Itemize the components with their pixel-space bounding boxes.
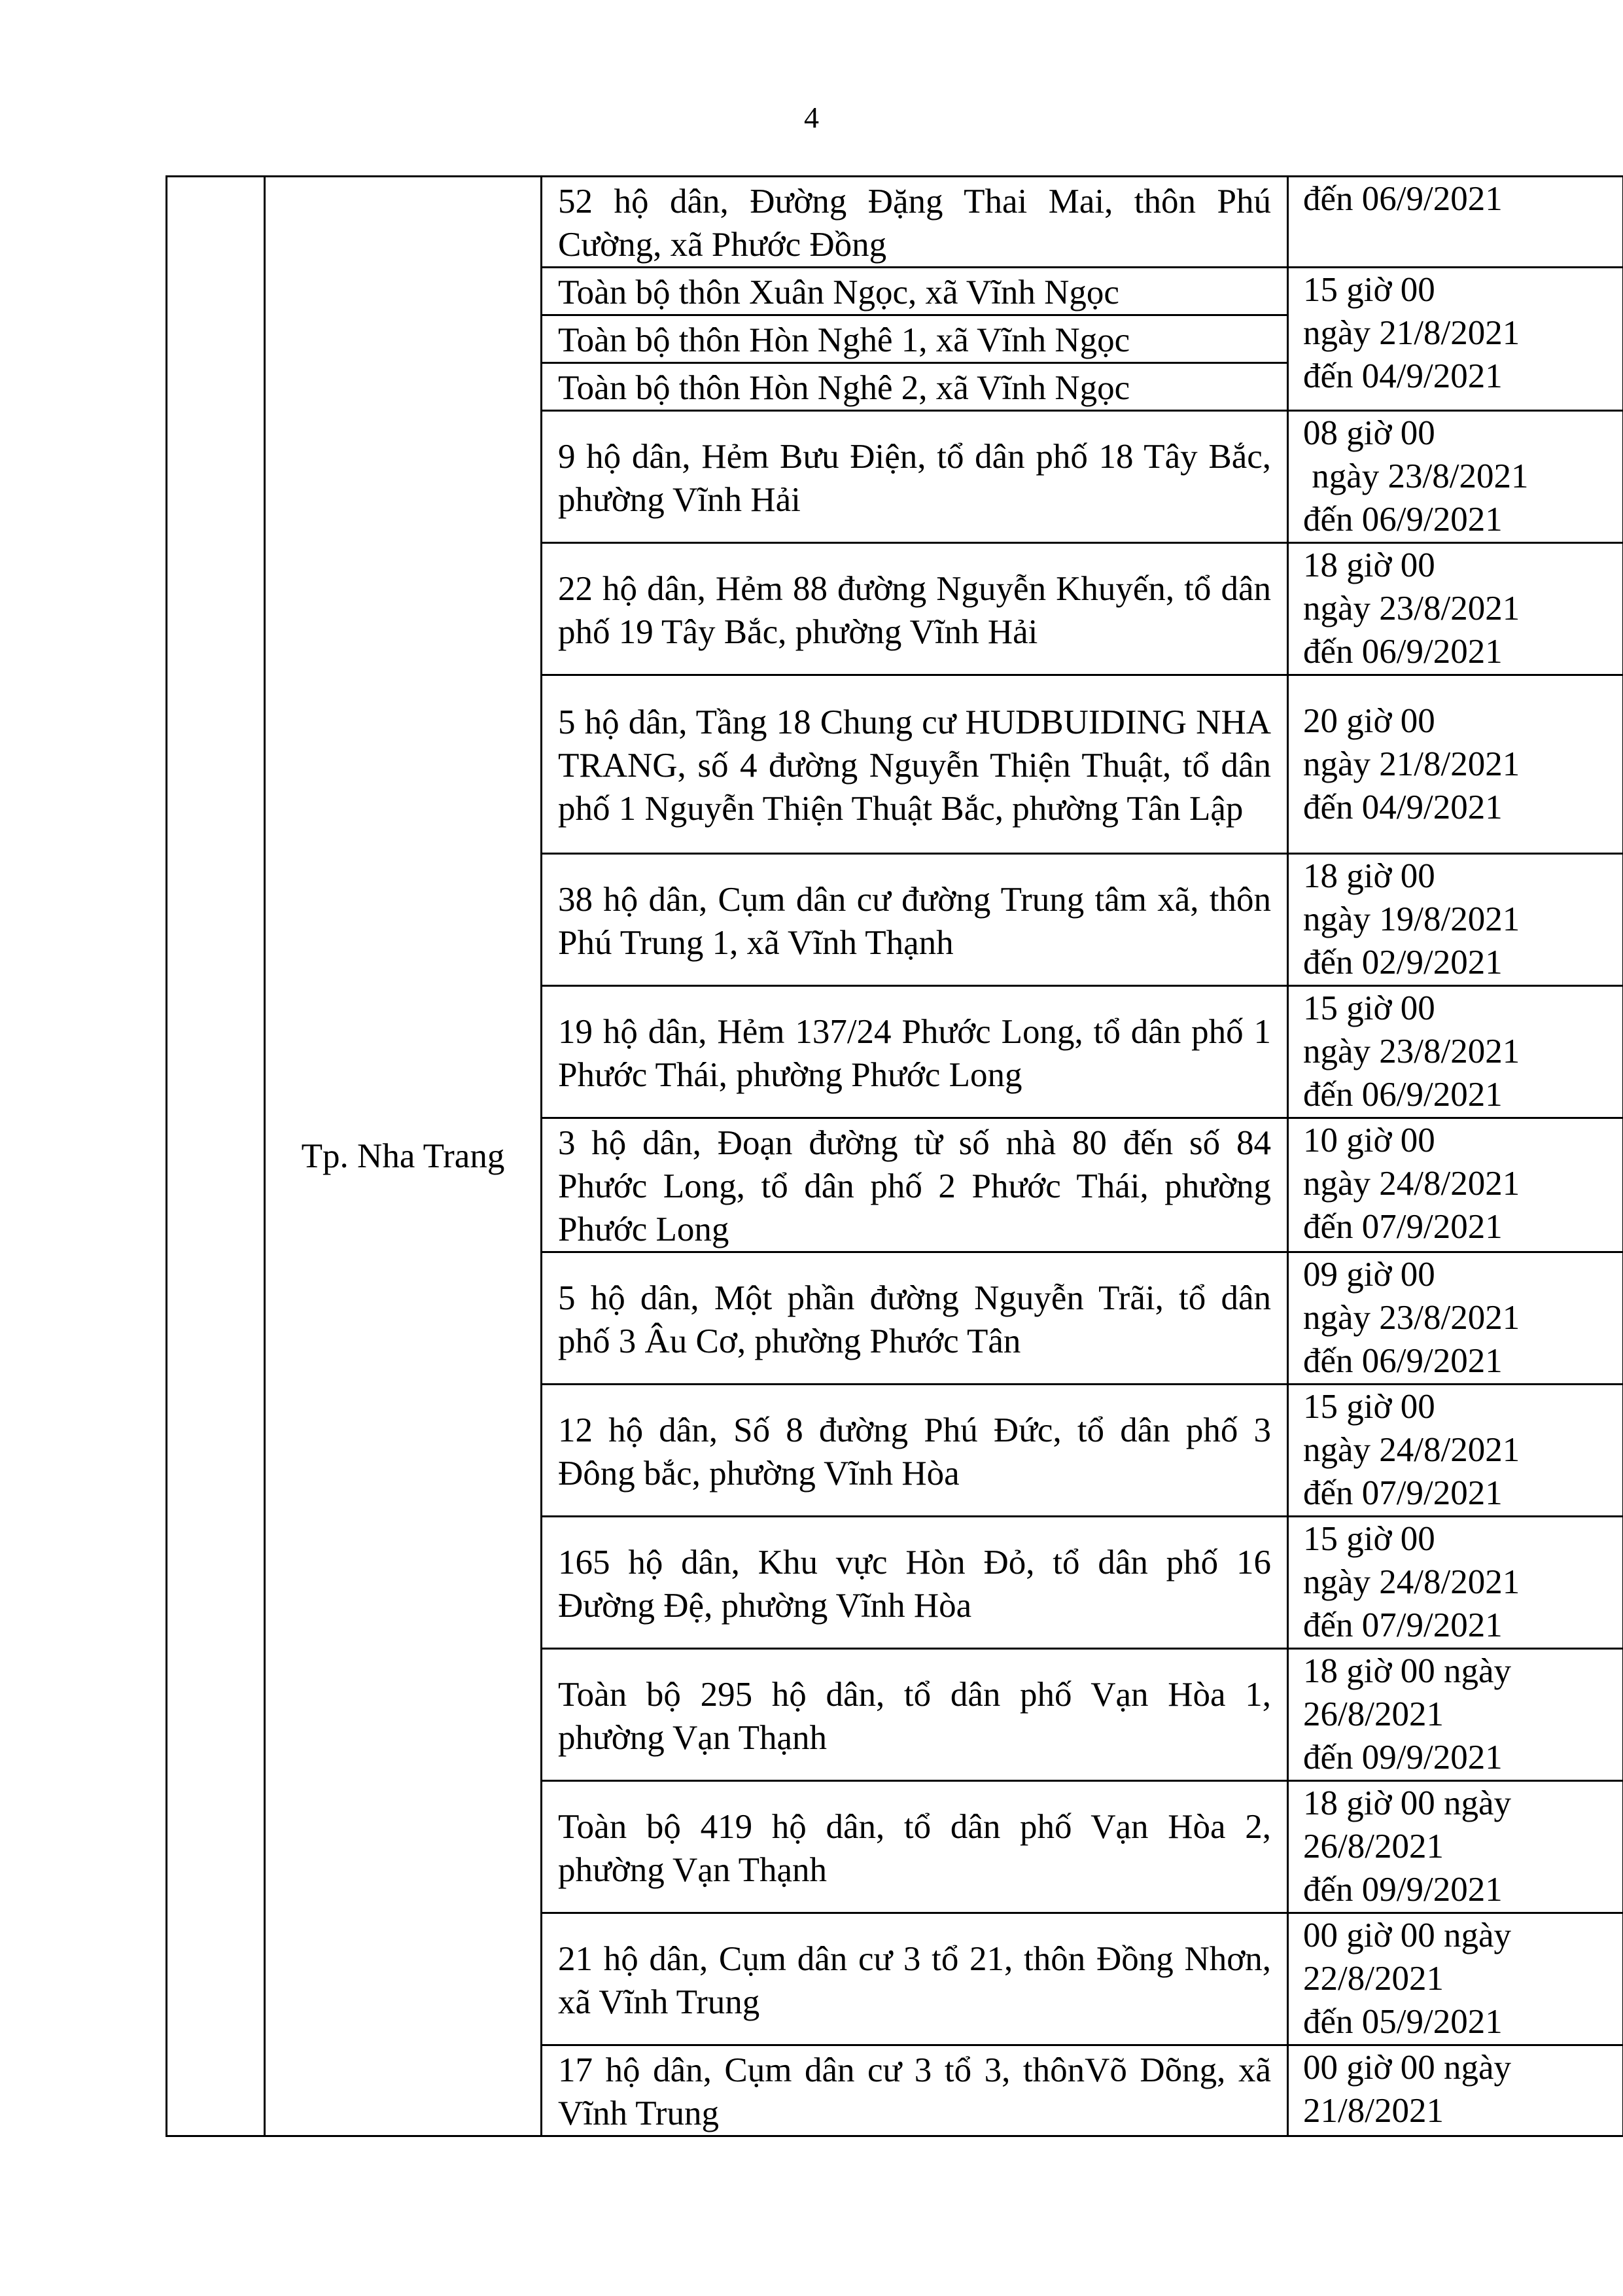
table-row (167, 177, 1623, 268)
place-cell: 22 hộ dân, Hẻm 88 đường Nguyễn Khuyến, tổ dân phố 19 Tây Bắc, phường Vĩnh Hải (542, 543, 1288, 675)
place-cell: Toàn bộ thôn Xuân Ngọc, xã Vĩnh Ngọc (542, 268, 1288, 315)
place-cell: 19 hộ dân, Hẻm 137/24 Phước Long, tổ dân phố 1 Phước Thái, phường Phước Long (542, 986, 1288, 1118)
time-cell: 00 giờ 00 ngày 22/8/2021 đến 05/9/2021 (1288, 1913, 1623, 2045)
time-cell: 18 giờ 00 ngày 26/8/2021 đến 09/9/2021 (1288, 1649, 1623, 1781)
place-cell: 21 hộ dân, Cụm dân cư 3 tổ 21, thôn Đồng Nhơn, xã Vĩnh Trung (542, 1913, 1288, 2045)
time-cell: 20 giờ 00 ngày 21/8/2021 đến 04/9/2021 (1288, 675, 1623, 854)
place-cell: 52 hộ dân, Đường Đặng Thai Mai, thôn Phú Cường, xã Phước Đồng (542, 177, 1288, 268)
place-cell: 17 hộ dân, Cụm dân cư 3 tổ 3, thônVõ Dõng, xã Vĩnh Trung (542, 2045, 1288, 2136)
lockdown-table (166, 175, 1623, 2137)
index-cell (167, 177, 265, 2136)
place-cell: 165 hộ dân, Khu vực Hòn Đỏ, tổ dân phố 16 Đường Đệ, phường Vĩnh Hòa (542, 1517, 1288, 1649)
time-cell: 09 giờ 00 ngày 23/8/2021 đến 06/9/2021 (1288, 1252, 1623, 1385)
place-cell: 12 hộ dân, Số 8 đường Phú Đức, tổ dân phố 3 Đông bắc, phường Vĩnh Hòa (542, 1385, 1288, 1517)
place-cell: 5 hộ dân, Tầng 18 Chung cư HUDBUIDING NHA TRANG, số 4 đường Nguyễn Thiện Thuật, tổ dân phố 1 Nguyễn Thiện Thuật Bắc, phường Tân Lập (542, 675, 1288, 854)
time-cell: 18 giờ 00 ngày 19/8/2021 đến 02/9/2021 (1288, 854, 1623, 986)
place-cell: 9 hộ dân, Hẻm Bưu Điện, tổ dân phố 18 Tây Bắc, phường Vĩnh Hải (542, 411, 1288, 543)
time-cell: 15 giờ 00 ngày 23/8/2021 đến 06/9/2021 (1288, 986, 1623, 1118)
time-cell: 15 giờ 00 ngày 24/8/2021 đến 07/9/2021 (1288, 1385, 1623, 1517)
place-cell: Toàn bộ thôn Hòn Nghê 2, xã Vĩnh Ngọc (542, 363, 1288, 411)
time-cell: 15 giờ 00 ngày 21/8/2021 đến 04/9/2021 (1288, 268, 1623, 411)
place-cell: 3 hộ dân, Đoạn đường từ số nhà 80 đến số 84 Phước Long, tổ dân phố 2 Phước Thái, phường Phước Long (542, 1118, 1288, 1252)
page-number: 4 (804, 101, 819, 134)
district-cell: Tp. Nha Trang (265, 177, 542, 2136)
place-cell: Toàn bộ thôn Hòn Nghê 1, xã Vĩnh Ngọc (542, 315, 1288, 363)
time-cell: 18 giờ 00 ngày 26/8/2021 đến 09/9/2021 (1288, 1781, 1623, 1913)
place-cell: 38 hộ dân, Cụm dân cư đường Trung tâm xã, thôn Phú Trung 1, xã Vĩnh Thạnh (542, 854, 1288, 986)
time-cell: 08 giờ 00 ngày 23/8/2021 đến 06/9/2021 (1288, 411, 1623, 543)
place-cell: Toàn bộ 295 hộ dân, tổ dân phố Vạn Hòa 1, phường Vạn Thạnh (542, 1649, 1288, 1781)
place-cell: Toàn bộ 419 hộ dân, tổ dân phố Vạn Hòa 2, phường Vạn Thạnh (542, 1781, 1288, 1913)
time-cell: 00 giờ 00 ngày 21/8/2021 (1288, 2045, 1623, 2136)
place-cell: 5 hộ dân, Một phần đường Nguyễn Trãi, tổ dân phố 3 Âu Cơ, phường Phước Tân (542, 1252, 1288, 1385)
time-cell: 10 giờ 00 ngày 24/8/2021 đến 07/9/2021 (1288, 1118, 1623, 1252)
time-cell: 15 giờ 00 ngày 24/8/2021 đến 07/9/2021 (1288, 1517, 1623, 1649)
time-cell: 18 giờ 00 ngày 23/8/2021 đến 06/9/2021 (1288, 543, 1623, 675)
time-cell: đến 06/9/2021 (1288, 177, 1623, 268)
